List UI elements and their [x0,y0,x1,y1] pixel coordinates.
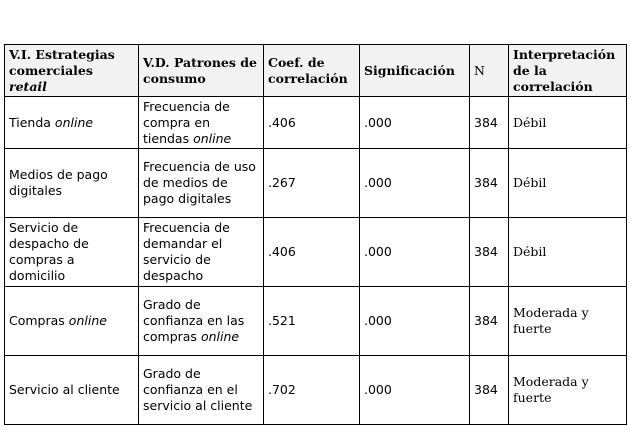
header-vd: V.D. Patrones de consumo [139,45,264,97]
cell-n: 384 [470,97,509,149]
cell-vi: Compras online [5,287,139,356]
cell-vd: Frecuencia de demandar el servicio de despacho [139,218,264,287]
cell-interp: Débil [509,149,627,218]
cell-coef: .406 [264,97,360,149]
cell-n: 384 [470,149,509,218]
header-coef: Coef. de correlación [264,45,360,97]
cell-n: 384 [470,356,509,425]
header-vi: V.I. Estrategias comerciales retail [5,45,139,97]
cell-coef: .521 [264,287,360,356]
table-row [5,356,627,425]
cell-vd: Frecuencia de compra en tiendas online [139,97,264,149]
cell-interp: Débil [509,218,627,287]
cell-coef: .267 [264,149,360,218]
cell-sig: .000 [360,218,470,287]
cell-sig: .000 [360,149,470,218]
header-sig: Significación [360,45,470,97]
table-row [5,218,627,287]
header-n: N [470,45,509,97]
cell-coef: .702 [264,356,360,425]
cell-sig: .000 [360,356,470,425]
cell-interp: Moderada y fuerte [509,287,627,356]
table-row [5,287,627,356]
cell-vd: Grado de confianza en el servicio al cliente [139,356,264,425]
cell-vd: Grado de confianza en las compras online [139,287,264,356]
cell-sig: .000 [360,287,470,356]
cell-interp: Débil [509,97,627,149]
table-row [5,97,627,149]
correlation-table [4,44,627,425]
cell-coef: .406 [264,218,360,287]
cell-vi: Servicio de despacho de compras a domicilio [5,218,139,287]
cell-vi: Medios de pago digitales [5,149,139,218]
cell-sig: .000 [360,97,470,149]
cell-vi: Tienda online [5,97,139,149]
cell-vi: Servicio al cliente [5,356,139,425]
header-row [5,45,627,97]
header-interp: Interpretación de la correlación [509,45,627,97]
cell-vd: Frecuencia de uso de medios de pago digitales [139,149,264,218]
table-row [5,149,627,218]
cell-n: 384 [470,218,509,287]
cell-n: 384 [470,287,509,356]
cell-interp: Moderada y fuerte [509,356,627,425]
